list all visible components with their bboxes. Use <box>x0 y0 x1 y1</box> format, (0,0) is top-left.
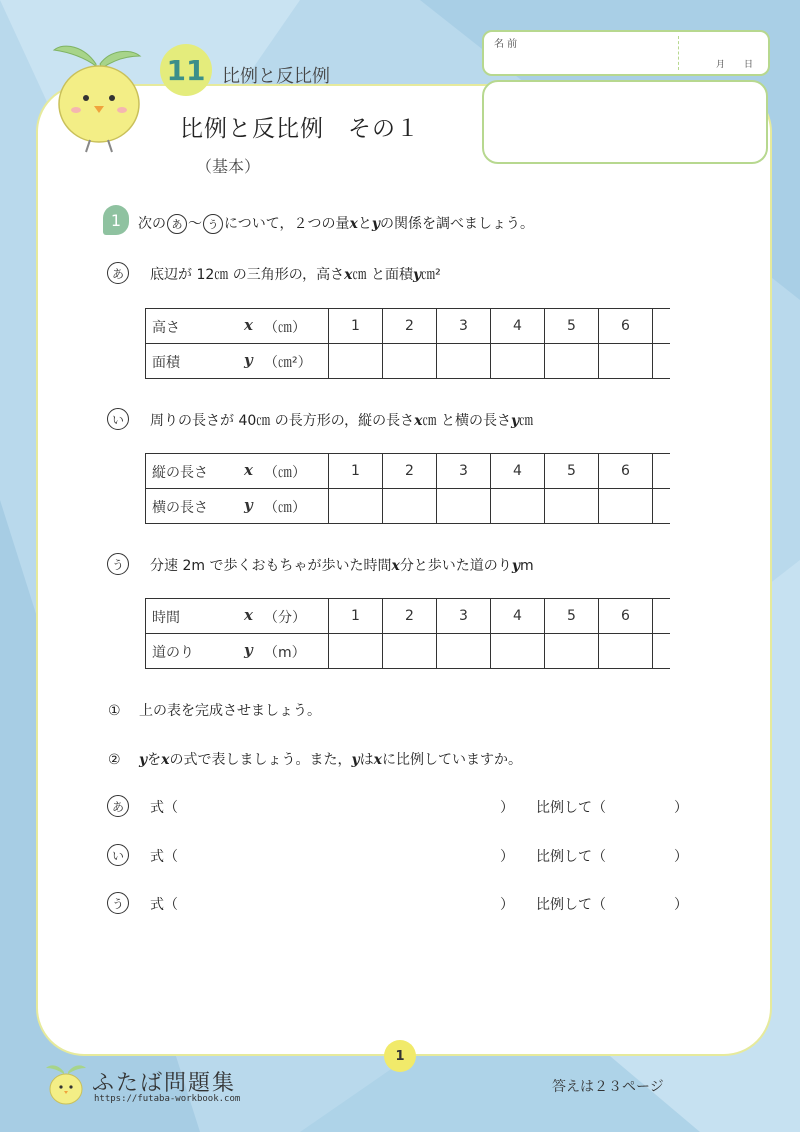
page-subtitle: （基本） <box>196 157 261 176</box>
label-word: 面積 <box>152 355 180 371</box>
proportional-answer-field[interactable] <box>625 792 675 818</box>
formula-close: ） <box>500 897 514 913</box>
answer-cell[interactable] <box>491 344 545 379</box>
desc-part: 周りの長さが 40㎝ の長方形の，縦の長さ <box>150 413 415 429</box>
formula-answer-field[interactable] <box>190 792 490 818</box>
table-cell: 5 <box>545 599 599 634</box>
answer-cell[interactable] <box>653 344 671 379</box>
row-label <box>146 454 329 489</box>
label-var: x <box>244 461 253 479</box>
answer-mark: う <box>107 892 129 914</box>
desc-part: ㎝ と横の長さ <box>422 413 511 429</box>
item-description <box>150 555 534 575</box>
formula-close: ） <box>500 800 514 816</box>
answer-cell[interactable] <box>383 634 437 669</box>
label-var: y <box>244 496 253 514</box>
value-table <box>145 308 670 379</box>
label-unit: （分） <box>264 610 306 626</box>
table-cell: 5 <box>545 454 599 489</box>
label-word: 横の長さ <box>152 500 208 516</box>
formula-close: ） <box>500 849 514 865</box>
table-row <box>146 634 671 669</box>
row-label <box>146 634 329 669</box>
var-x: x <box>391 558 400 574</box>
table-row <box>146 344 671 379</box>
formula-open: 式（ <box>150 800 178 816</box>
label-var: x <box>244 316 253 334</box>
desc-part: 底辺が 12㎝ の三角形の，高さ <box>150 267 345 283</box>
table-cell: 3 <box>437 309 491 344</box>
answer-cell[interactable] <box>437 489 491 524</box>
table-cell: 6 <box>599 599 653 634</box>
table-cell: 1 <box>329 309 383 344</box>
question-instruction <box>138 213 534 234</box>
table-cell: 2 <box>383 309 437 344</box>
var-x: x <box>414 413 423 429</box>
label-word: 道のり <box>152 645 194 661</box>
tilde: 〜 <box>188 216 202 232</box>
proportional-close: ） <box>674 849 688 865</box>
answer-cell[interactable] <box>329 344 383 379</box>
table-cell: 1 <box>329 599 383 634</box>
lesson-number-badge: 11 <box>160 44 212 96</box>
answer-mark: あ <box>107 795 129 817</box>
table-cell: 2 <box>383 454 437 489</box>
label-unit: （㎝） <box>264 465 306 481</box>
answer-cell[interactable] <box>383 489 437 524</box>
value-table <box>145 453 670 524</box>
label-var: y <box>244 641 253 659</box>
answer-cell[interactable] <box>491 489 545 524</box>
desc-part: 分速 2m で歩くおもちゃが歩いた時間 <box>150 558 392 574</box>
month-label: 月 <box>716 60 726 70</box>
brand-logo-text: ふたば問題集 <box>92 1071 237 1096</box>
day-label: 日 <box>744 60 754 70</box>
label-unit: （㎝） <box>264 500 306 516</box>
table-row <box>146 454 671 489</box>
task-mark: ② <box>108 752 121 768</box>
table-cell: 4 <box>491 599 545 634</box>
score-box[interactable] <box>482 80 768 164</box>
desc-part: ㎝ <box>519 413 534 429</box>
answer-cell[interactable] <box>437 634 491 669</box>
answer-cell[interactable] <box>653 634 671 669</box>
answer-cell[interactable] <box>653 489 671 524</box>
table-cell <box>653 454 671 489</box>
label-word: 時間 <box>152 610 180 626</box>
var-x: x <box>349 216 358 232</box>
table-cell: 6 <box>599 309 653 344</box>
table-cell: 3 <box>437 599 491 634</box>
proportional-close: ） <box>674 800 688 816</box>
task-text: に比例していますか。 <box>382 752 523 768</box>
table-cell: 4 <box>491 454 545 489</box>
item-description <box>150 410 533 430</box>
unit-title: 比例と反比例 <box>222 66 330 87</box>
var-x: x <box>373 752 383 768</box>
instruction-part: と <box>357 216 372 232</box>
formula-open: 式（ <box>150 897 178 913</box>
answer-cell[interactable] <box>329 489 383 524</box>
proportional-answer-field[interactable] <box>625 841 675 867</box>
instruction-part: の関係を調べましょう。 <box>379 216 534 232</box>
table-row <box>146 489 671 524</box>
mark-a: あ <box>167 214 187 234</box>
table-cell: 6 <box>599 454 653 489</box>
table-cell: 1 <box>329 454 383 489</box>
table-row <box>146 309 671 344</box>
brand-url[interactable]: https://futaba-workbook.com <box>94 1094 241 1104</box>
proportional-answer-field[interactable] <box>625 889 675 915</box>
instruction-part: について，２つの量 <box>224 216 350 232</box>
table-row <box>146 599 671 634</box>
answer-cell[interactable] <box>599 489 653 524</box>
task-text: 上の表を完成させましょう。 <box>139 703 322 719</box>
instruction-part: 次の <box>138 216 166 232</box>
var-y: y <box>510 413 520 429</box>
task-text: の式で表しましょう。また， <box>169 752 352 768</box>
answer-cell[interactable] <box>383 344 437 379</box>
formula-answer-field[interactable] <box>190 841 490 867</box>
row-label <box>146 489 329 524</box>
answer-cell[interactable] <box>599 634 653 669</box>
chick-logo-icon <box>44 1062 88 1106</box>
chick-mascot-icon <box>44 36 154 156</box>
desc-part: ㎝² <box>421 267 441 283</box>
row-label <box>146 344 329 379</box>
var-x: x <box>161 752 170 768</box>
mark-u: う <box>203 214 223 234</box>
formula-answer-field[interactable] <box>190 889 490 915</box>
label-word: 高さ <box>152 320 180 336</box>
proportional-open: 比例して（ <box>536 800 606 816</box>
value-table <box>145 598 670 669</box>
task-text: は <box>359 752 374 768</box>
task-mark: ① <box>108 703 121 719</box>
task-2 <box>108 749 522 769</box>
name-divider <box>678 36 679 70</box>
var-y: y <box>139 752 148 768</box>
desc-part: ㎝ と面積 <box>352 267 413 283</box>
row-label <box>146 599 329 634</box>
task-text: を <box>147 752 162 768</box>
item-mark: い <box>107 408 129 430</box>
item-mark: あ <box>107 262 129 284</box>
var-y: y <box>412 267 422 283</box>
label-var: x <box>244 606 253 624</box>
var-y: y <box>371 216 380 232</box>
answer-cell[interactable] <box>437 344 491 379</box>
answer-cell[interactable] <box>545 489 599 524</box>
table-cell: 3 <box>437 454 491 489</box>
page-title: 比例と反比例 その１ <box>180 116 420 142</box>
desc-part: m <box>519 558 534 574</box>
name-field[interactable] <box>482 30 770 76</box>
table-cell: 4 <box>491 309 545 344</box>
answer-cell[interactable] <box>545 634 599 669</box>
label-word: 縦の長さ <box>152 465 208 481</box>
label-unit: （㎝²） <box>264 355 312 371</box>
var-y: y <box>511 558 520 574</box>
answer-cell[interactable] <box>599 344 653 379</box>
answer-page-note: 答えは２３ページ <box>552 1079 664 1095</box>
answer-mark: い <box>107 844 129 866</box>
proportional-open: 比例して（ <box>536 849 606 865</box>
answer-cell[interactable] <box>491 634 545 669</box>
item-description <box>150 264 441 284</box>
table-cell <box>653 599 671 634</box>
table-cell <box>653 309 671 344</box>
answer-cell[interactable] <box>545 344 599 379</box>
label-var: y <box>244 351 253 369</box>
page-number: 1 <box>384 1040 416 1072</box>
var-y: y <box>351 752 360 768</box>
item-mark: う <box>107 553 129 575</box>
table-cell: 2 <box>383 599 437 634</box>
proportional-open: 比例して（ <box>536 897 606 913</box>
label-unit: （m） <box>264 645 306 661</box>
proportional-close: ） <box>674 897 688 913</box>
desc-part: 分と歩いた道のり <box>399 558 512 574</box>
name-label: 名 前 <box>494 39 518 50</box>
formula-open: 式（ <box>150 849 178 865</box>
task-1 <box>108 700 321 720</box>
row-label <box>146 309 329 344</box>
var-x: x <box>344 267 353 283</box>
answer-cell[interactable] <box>329 634 383 669</box>
table-cell: 5 <box>545 309 599 344</box>
label-unit: （㎝） <box>264 320 306 336</box>
question-number-badge: 1 <box>103 205 129 235</box>
